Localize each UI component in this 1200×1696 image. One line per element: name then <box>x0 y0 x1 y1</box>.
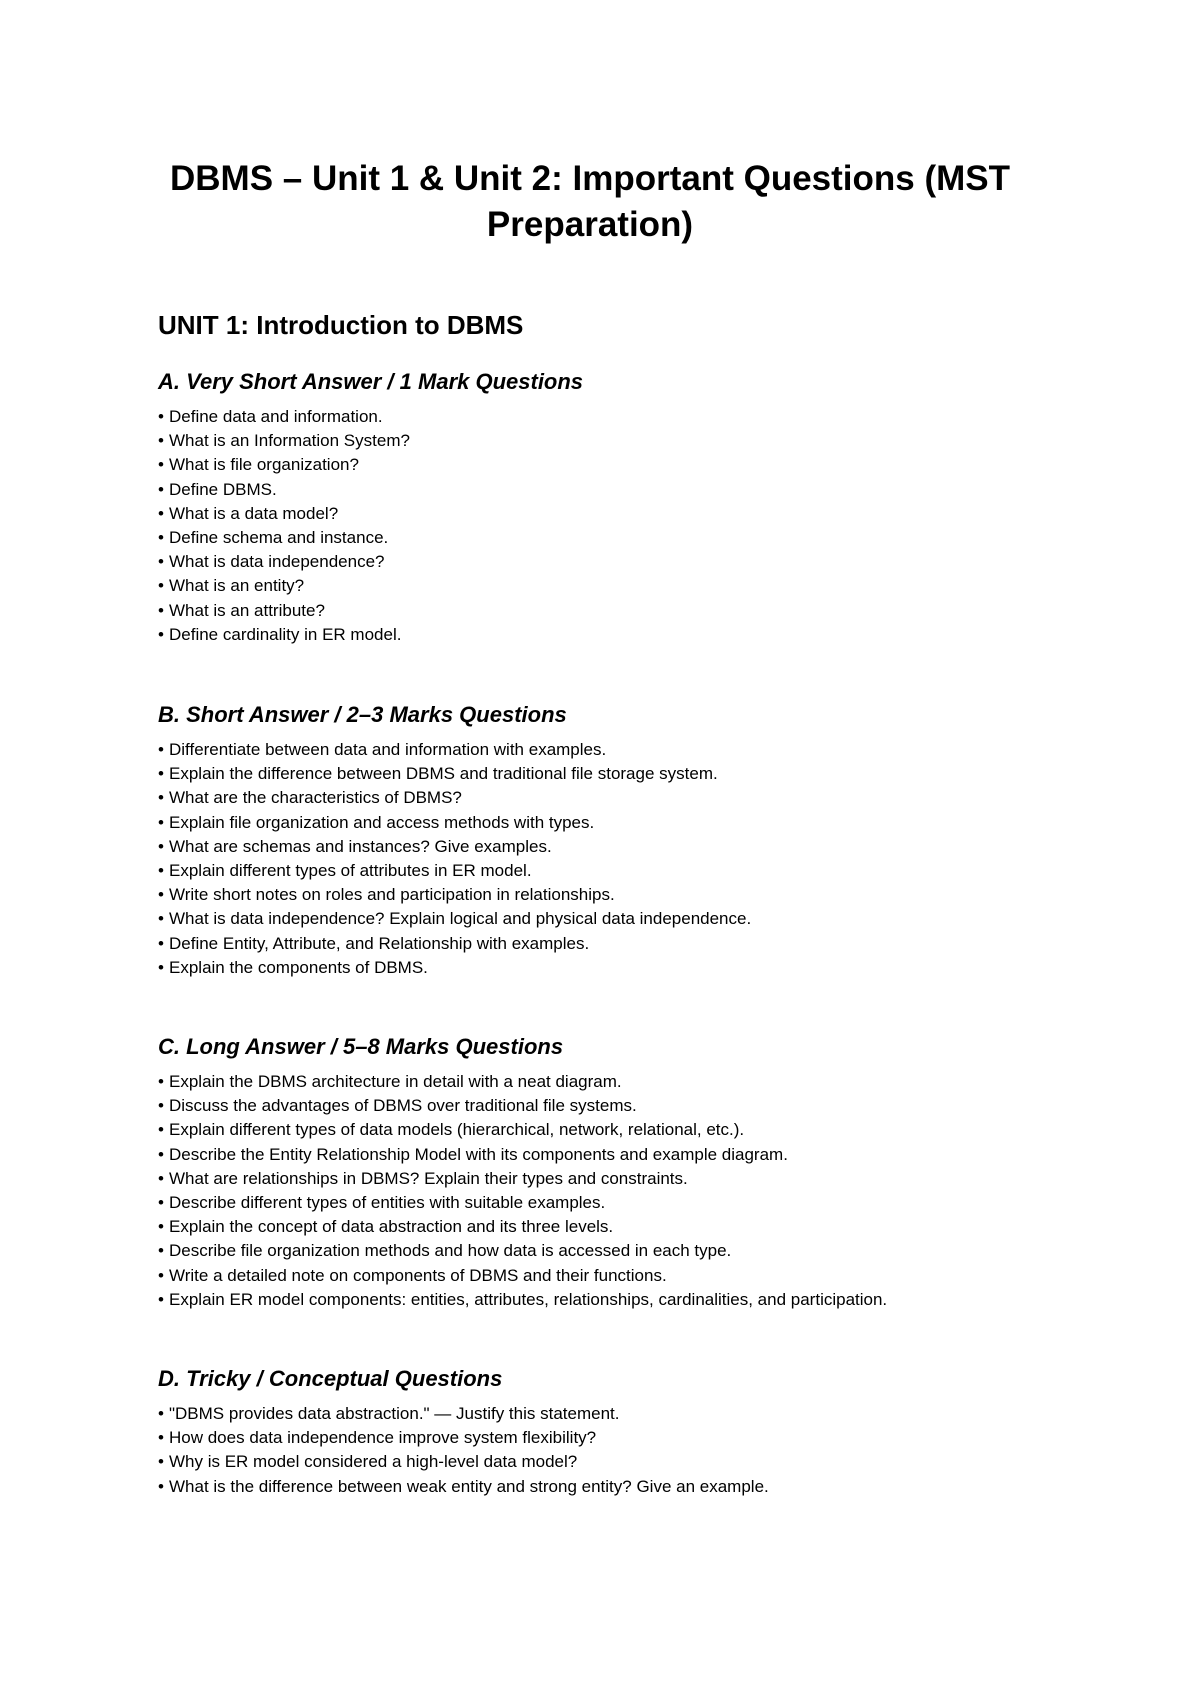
section-short-answer <box>158 700 1118 980</box>
section-heading: D. Tricky / Conceptual Questions <box>158 1366 503 1391</box>
bullet-icon: • <box>158 576 164 596</box>
question-text: Explain the DBMS architecture in detail with a neat diagram. <box>169 1072 622 1091</box>
section-long-answer <box>158 1032 1118 1312</box>
question-text: What is a data model? <box>169 503 339 523</box>
question-text: What are schemas and instances? Give examples. <box>169 836 552 856</box>
question-text: What are the characteristics of DBMS? <box>169 788 462 808</box>
question-text: Explain different types of attributes in ER model. <box>169 861 532 881</box>
question-text: What is the difference between weak entity and strong entity? Give an example. <box>169 1476 769 1496</box>
question-text: Why is ER model considered a high-level data model? <box>169 1452 578 1472</box>
question-text: Define schema and instance. <box>169 528 389 548</box>
list-item <box>158 1402 1118 1426</box>
list-item <box>158 762 1118 786</box>
bullet-icon: • <box>158 552 164 572</box>
question-list <box>158 405 1118 647</box>
question-list <box>158 1402 1118 1499</box>
question-text: Define Entity, Attribute, and Relationship with examples. <box>169 933 590 953</box>
bullet-icon: • <box>158 600 164 620</box>
bullet-icon: • <box>158 1241 164 1261</box>
bullet-icon: • <box>158 479 164 499</box>
bullet-icon: • <box>158 957 164 977</box>
bullet-icon: • <box>158 788 164 808</box>
list-item <box>158 1450 1118 1474</box>
list-item <box>158 1239 1118 1263</box>
list-item <box>158 574 1118 598</box>
list-item <box>158 550 1118 574</box>
list-item <box>158 453 1118 477</box>
bullet-icon: • <box>158 1120 164 1140</box>
bullet-icon: • <box>158 1144 164 1164</box>
page-title: DBMS – Unit 1 & Unit 2: Important Questions (MST Preparation) <box>169 159 1011 244</box>
bullet-icon: • <box>158 1193 164 1213</box>
list-item <box>158 599 1118 623</box>
question-text: What is data independence? <box>169 552 385 572</box>
list-item <box>158 907 1118 931</box>
question-text: Define data and information. <box>169 407 383 426</box>
list-item <box>158 859 1118 883</box>
list-item <box>158 956 1118 980</box>
bullet-icon: • <box>158 812 164 832</box>
question-text: Describe file organization methods and how data is accessed in each type. <box>169 1241 732 1261</box>
bullet-icon: • <box>158 764 164 784</box>
question-text: What is an attribute? <box>169 600 325 620</box>
list-item <box>158 1264 1118 1288</box>
question-text: "DBMS provides data abstraction." — Justify this statement. <box>169 1404 620 1423</box>
list-item <box>158 786 1118 810</box>
list-item <box>158 932 1118 956</box>
bullet-icon: • <box>158 1452 164 1472</box>
list-item <box>158 1288 1118 1312</box>
question-list <box>158 1070 1118 1312</box>
bullet-icon: • <box>158 885 164 905</box>
bullet-icon: • <box>158 624 164 644</box>
question-text: Differentiate between data and information with examples. <box>169 740 607 759</box>
list-item <box>158 883 1118 907</box>
question-text: What is an Information System? <box>169 431 410 451</box>
list-item <box>158 1143 1118 1167</box>
question-text: Explain the components of DBMS. <box>169 957 428 977</box>
list-item <box>158 1118 1118 1142</box>
bullet-icon: • <box>158 740 164 759</box>
list-item <box>158 1094 1118 1118</box>
bullet-icon: • <box>158 528 164 548</box>
bullet-icon: • <box>158 1265 164 1285</box>
bullet-icon: • <box>158 503 164 523</box>
question-text: Explain the difference between DBMS and traditional file storage system. <box>169 764 718 784</box>
bullet-icon: • <box>158 1217 164 1237</box>
unit-heading: UNIT 1: Introduction to DBMS <box>158 310 524 340</box>
bullet-icon: • <box>158 1168 164 1188</box>
bullet-icon: • <box>158 455 164 475</box>
question-list <box>158 738 1118 980</box>
section-heading: B. Short Answer / 2–3 Marks Questions <box>158 702 567 727</box>
bullet-icon: • <box>158 1072 164 1091</box>
question-text: How does data independence improve system flexibility? <box>169 1428 597 1448</box>
question-text: What is an entity? <box>169 576 305 596</box>
list-item <box>158 429 1118 453</box>
question-text: Describe different types of entities with suitable examples. <box>169 1193 606 1213</box>
list-item <box>158 738 1118 762</box>
list-item <box>158 1167 1118 1191</box>
list-item <box>158 623 1118 647</box>
question-text: Describe the Entity Relationship Model with its components and example diagram. <box>169 1144 788 1164</box>
section-heading: C. Long Answer / 5–8 Marks Questions <box>158 1034 564 1059</box>
question-text: What is file organization? <box>169 455 359 475</box>
question-text: Write short notes on roles and participation in relationships. <box>169 885 615 905</box>
question-text: Define cardinality in ER model. <box>169 624 402 644</box>
list-item <box>158 526 1118 550</box>
list-item <box>158 405 1118 429</box>
list-item <box>158 1215 1118 1239</box>
section-very-short-answer <box>158 367 1118 647</box>
section-heading: A. Very Short Answer / 1 Mark Questions <box>158 369 584 394</box>
question-text: Write a detailed note on components of DBMS and their functions. <box>169 1265 667 1285</box>
bullet-icon: • <box>158 933 164 953</box>
bullet-icon: • <box>158 909 164 929</box>
bullet-icon: • <box>158 1428 164 1448</box>
bullet-icon: • <box>158 836 164 856</box>
bullet-icon: • <box>158 1289 164 1309</box>
question-text: What is data independence? Explain logical and physical data independence. <box>169 909 752 929</box>
bullet-icon: • <box>158 1404 164 1423</box>
question-text: Explain file organization and access methods with types. <box>169 812 595 832</box>
list-item <box>158 1191 1118 1215</box>
question-text: Explain different types of data models (hierarchical, network, relational, etc.). <box>169 1120 745 1140</box>
question-text: Define DBMS. <box>169 479 277 499</box>
section-tricky-conceptual <box>158 1364 1118 1499</box>
list-item <box>158 502 1118 526</box>
list-item <box>158 1426 1118 1450</box>
list-item <box>158 1475 1118 1499</box>
bullet-icon: • <box>158 1476 164 1496</box>
bullet-icon: • <box>158 1096 164 1116</box>
list-item <box>158 835 1118 859</box>
question-text: Discuss the advantages of DBMS over traditional file systems. <box>169 1096 637 1116</box>
question-text: Explain ER model components: entities, attributes, relationships, cardinalities, and participation. <box>169 1289 888 1309</box>
list-item <box>158 478 1118 502</box>
question-text: What are relationships in DBMS? Explain their types and constraints. <box>169 1168 688 1188</box>
bullet-icon: • <box>158 407 164 426</box>
question-text: Explain the concept of data abstraction and its three levels. <box>169 1217 614 1237</box>
bullet-icon: • <box>158 861 164 881</box>
bullet-icon: • <box>158 431 164 451</box>
list-item <box>158 811 1118 835</box>
list-item <box>158 1070 1118 1094</box>
